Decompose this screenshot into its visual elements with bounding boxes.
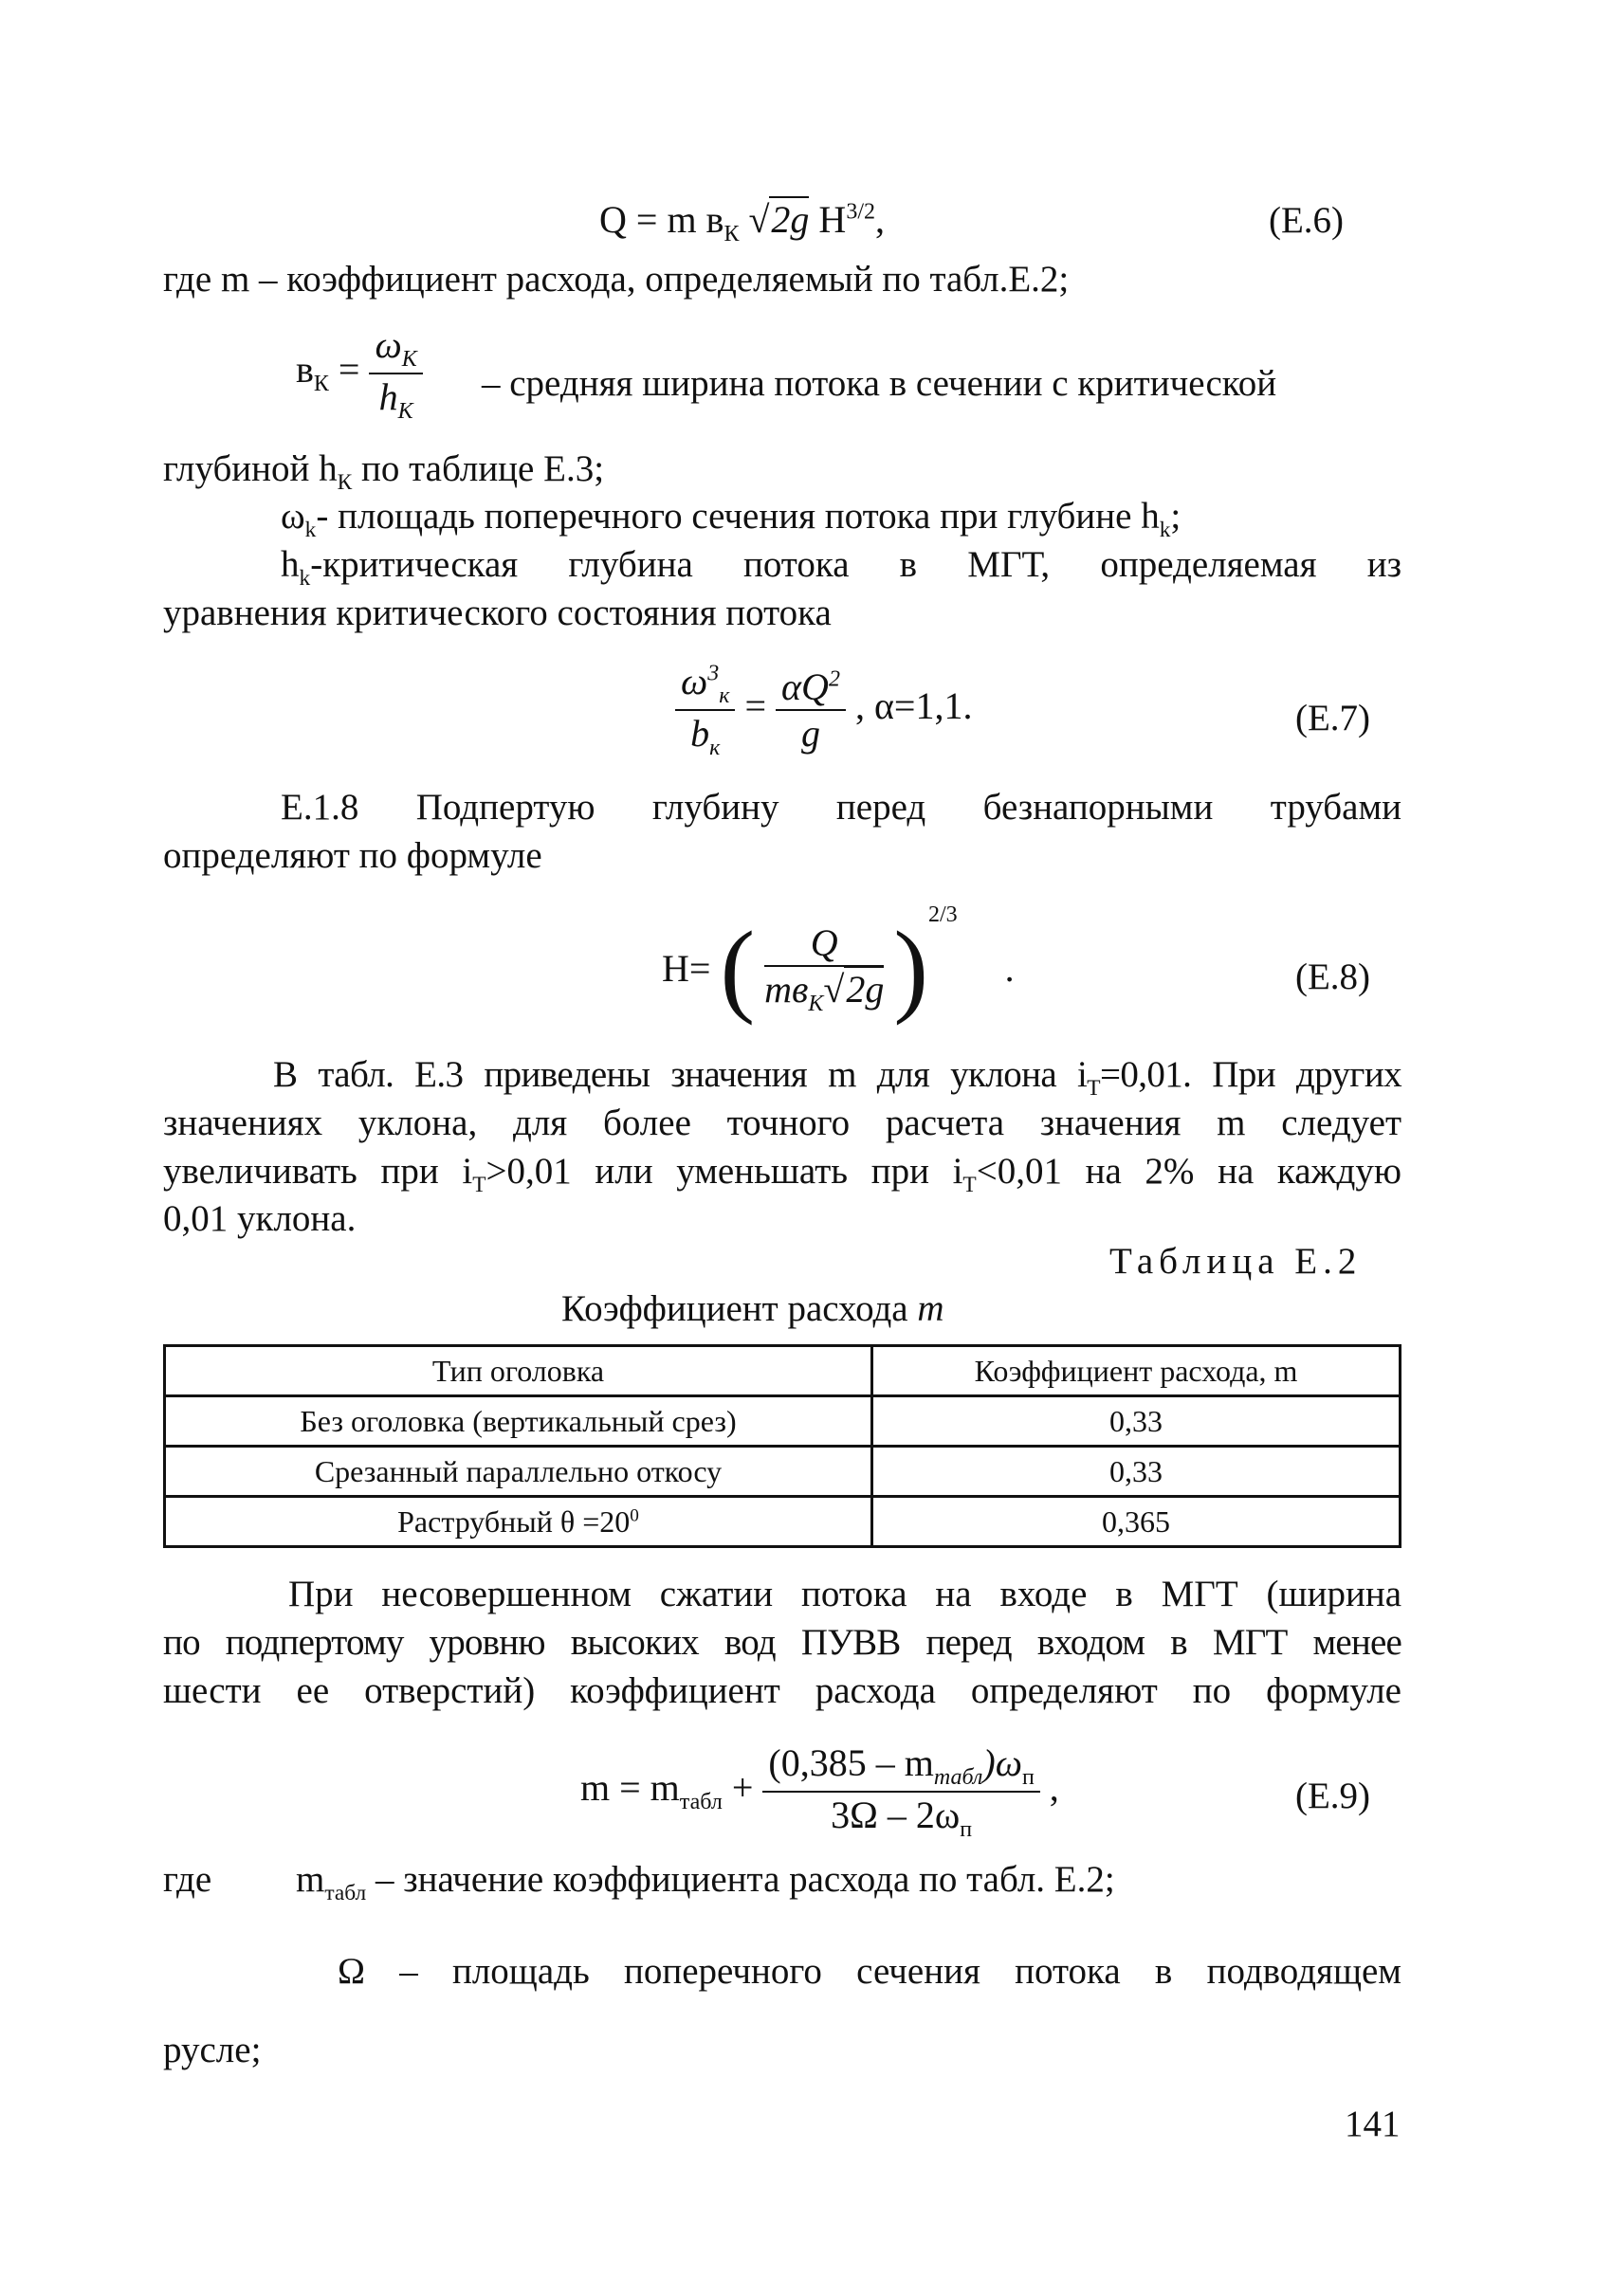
line-hk-b: -критическая глубина потока в МГТ, определяемая из — [310, 544, 1401, 585]
def-omega-tail: русле; — [163, 2030, 262, 2070]
e9-num-sub: табл — [933, 1765, 983, 1790]
def-omega: Ω – площадь поперечного сечения потока в подводящем — [338, 1951, 1401, 1992]
def-bk-formula: $в_К$ = $\frac{\omega_К}{h_К}$ — [296, 322, 423, 425]
para-slope-c: увеличивать при i — [163, 1151, 473, 1192]
table-row — [165, 1497, 1401, 1547]
e8-den-a: mв — [764, 967, 809, 1011]
formula-e6-tail: , — [874, 198, 885, 241]
e7-den-left-sub: к — [709, 736, 721, 760]
e7-num-left-sup: 3 — [707, 661, 720, 686]
e7-den-right: g — [800, 712, 820, 755]
para-slope-e: <0,01 на 2% на каждую — [976, 1151, 1401, 1192]
para-slope-line2: значениях уклона, для более точного расчета значения m следует — [163, 1102, 1401, 1143]
e8-lhs: H= — [662, 947, 711, 990]
para-slope-sub1: Т — [1087, 1075, 1100, 1101]
def-mtabl-sub: табл — [324, 1880, 367, 1905]
e8-num: Q — [764, 920, 884, 967]
para-slope-d: >0,01 или уменьшать при i — [485, 1151, 963, 1192]
table-title — [561, 1285, 944, 1333]
table-cell-coef: 0,33 — [872, 1396, 1401, 1447]
where-word: где — [163, 1859, 212, 1900]
formula-e9-number: (E.9) — [1295, 1776, 1371, 1816]
e7-den-left: b — [690, 712, 710, 755]
line-hk-sub: k — [299, 565, 311, 591]
line-omega-sub: k — [304, 517, 317, 542]
table-header-row — [165, 1346, 1401, 1396]
table-row — [165, 1396, 1401, 1447]
line-hk-a: h — [281, 544, 300, 585]
formula-e7 — [675, 659, 972, 761]
table-row — [165, 1447, 1401, 1497]
table-cell-type: Без оголовка (вертикальный срез) — [165, 1396, 872, 1447]
table-cell-coef: 0,33 — [872, 1447, 1401, 1497]
formula-e8-number: (E.8) — [1295, 957, 1371, 997]
table-e2 — [163, 1344, 1401, 1548]
para-slope-line4: 0,01 уклона. — [163, 1198, 357, 1239]
e9-den-sub: п — [960, 1817, 973, 1842]
formula-e6-exp: 3/2 — [846, 199, 875, 225]
line-omega-tail: ; — [1170, 496, 1182, 537]
formula-e9 — [580, 1740, 1059, 1843]
e8-tail: . — [1004, 947, 1015, 990]
e9-num-sub2: п — [1021, 1765, 1035, 1790]
e9-lhs-sub: табл — [679, 1790, 723, 1815]
para-e18-line1: Е.1.8 Подпертую глубину перед безнапорными трубами — [281, 787, 1401, 828]
e9-tail: , — [1049, 1766, 1059, 1810]
para-slope-sub2: Т — [472, 1172, 486, 1197]
def-bk-den: h — [378, 375, 398, 418]
e8-exp: 2/3 — [927, 902, 958, 927]
line-omega-text: - площадь поперечного сечения потока при глубине h — [316, 496, 1160, 537]
e9-plus: + — [731, 1766, 754, 1810]
def-bk-symbol: в — [296, 348, 314, 392]
formula-e9-frac — [762, 1740, 1039, 1843]
def-mtabl-text: – значение коэффициента расхода по табл. Е.2; — [375, 1859, 1115, 1900]
table-header-type: Тип оголовка — [165, 1346, 872, 1396]
table-title-text: Коэффициент расхода — [561, 1288, 908, 1329]
formula-e8-frac — [764, 920, 884, 1017]
e7-num-right: αQ — [781, 665, 829, 708]
table-cell-type — [165, 1497, 872, 1547]
formula-e6-lhs: Q = m в — [599, 198, 724, 241]
def-mtabl-symbol: m — [296, 1859, 325, 1900]
line-omega-symbol: ω — [281, 496, 305, 537]
e9-num-b: )ω — [982, 1741, 1022, 1784]
para-slope-a: В табл. Е.3 приведены значения m для уклона i — [273, 1054, 1088, 1095]
formula-e6 — [599, 197, 885, 247]
right-paren-icon: ) — [893, 910, 928, 1026]
formula-e8 — [662, 902, 1015, 1029]
e9-num-a: (0,385 – m — [768, 1741, 934, 1784]
table-cell-type: Срезанный параллельно откосу — [165, 1447, 872, 1497]
formula-e6-power: H — [818, 198, 847, 241]
sqrt-symbol-icon-2: √ — [823, 967, 845, 1011]
table-header-coef: Коэффициент расхода, m — [872, 1346, 1401, 1396]
e9-lhs: m = m — [580, 1766, 680, 1810]
line-where-m: где m – коэффициент расхода, определяемый по табл.Е.2; — [163, 259, 1070, 300]
def-bk-fraction — [369, 322, 422, 425]
def-mtabl — [296, 1856, 1115, 1917]
e8-den-root: 2g — [846, 967, 885, 1011]
line-hk-c: уравнения критического состояния потока — [163, 592, 832, 633]
table-degree: 0 — [630, 1504, 639, 1525]
page-number: 141 — [1345, 2104, 1401, 2144]
formula-e7-right-frac — [776, 665, 846, 756]
def-bk-text: – средняя ширина потока в сечении с критической — [482, 363, 1277, 404]
para-slope-sub3: Т — [962, 1172, 977, 1197]
line-omega-sub2: k — [1159, 517, 1171, 542]
para-slope-b: =0,01. При других — [1099, 1054, 1401, 1095]
e7-num-left: ω — [681, 660, 708, 702]
sqrt-symbol-icon: √ — [748, 198, 770, 241]
line-depth-sub: К — [337, 469, 353, 495]
e9-den-a: 3Ω – 2ω — [831, 1794, 961, 1836]
table-cell-coef: 0,365 — [872, 1497, 1401, 1547]
line-depth-tail: по таблице Е.3; — [352, 448, 605, 489]
formula-e7-number: (E.7) — [1295, 698, 1371, 738]
e7-num-left-sub: к — [719, 683, 730, 708]
formula-e6-root: 2g — [771, 198, 810, 241]
para-incomplete-line2: по подпертому уровню высоких вод ПУВВ перед входом в МГТ менее — [163, 1622, 1401, 1663]
table-title-m: m — [917, 1288, 944, 1329]
para-incomplete-line3: шести ее отверстий) коэффициент расхода определяют по формуле — [163, 1670, 1401, 1711]
def-bk-sub: К — [313, 372, 329, 397]
def-bk-den-sub: К — [397, 399, 413, 424]
formula-e7-left-frac — [675, 659, 735, 761]
line-depth-a: глубиной h — [163, 448, 338, 489]
e7-equals: = — [744, 684, 767, 728]
e7-num-right-sup: 2 — [828, 666, 840, 692]
def-bk-num: ω — [375, 323, 402, 366]
e8-den-sub: K — [808, 991, 824, 1016]
def-bk-num-sub: К — [401, 347, 417, 372]
e7-tail: , α=1,1. — [854, 684, 973, 728]
table-label: Таблица Е.2 — [1109, 1241, 1363, 1282]
para-e18-line2: определяют по формуле — [163, 835, 542, 876]
left-paren-icon: ( — [720, 910, 756, 1026]
table-cell-type-text: Раструбный θ =20 — [397, 1503, 631, 1539]
formula-e6-sub: К — [724, 222, 740, 246]
formula-e6-number: (E.6) — [1269, 200, 1345, 241]
para-incomplete-line1: При несовершенном сжатии потока на входе в МГТ (ширина — [288, 1574, 1401, 1614]
